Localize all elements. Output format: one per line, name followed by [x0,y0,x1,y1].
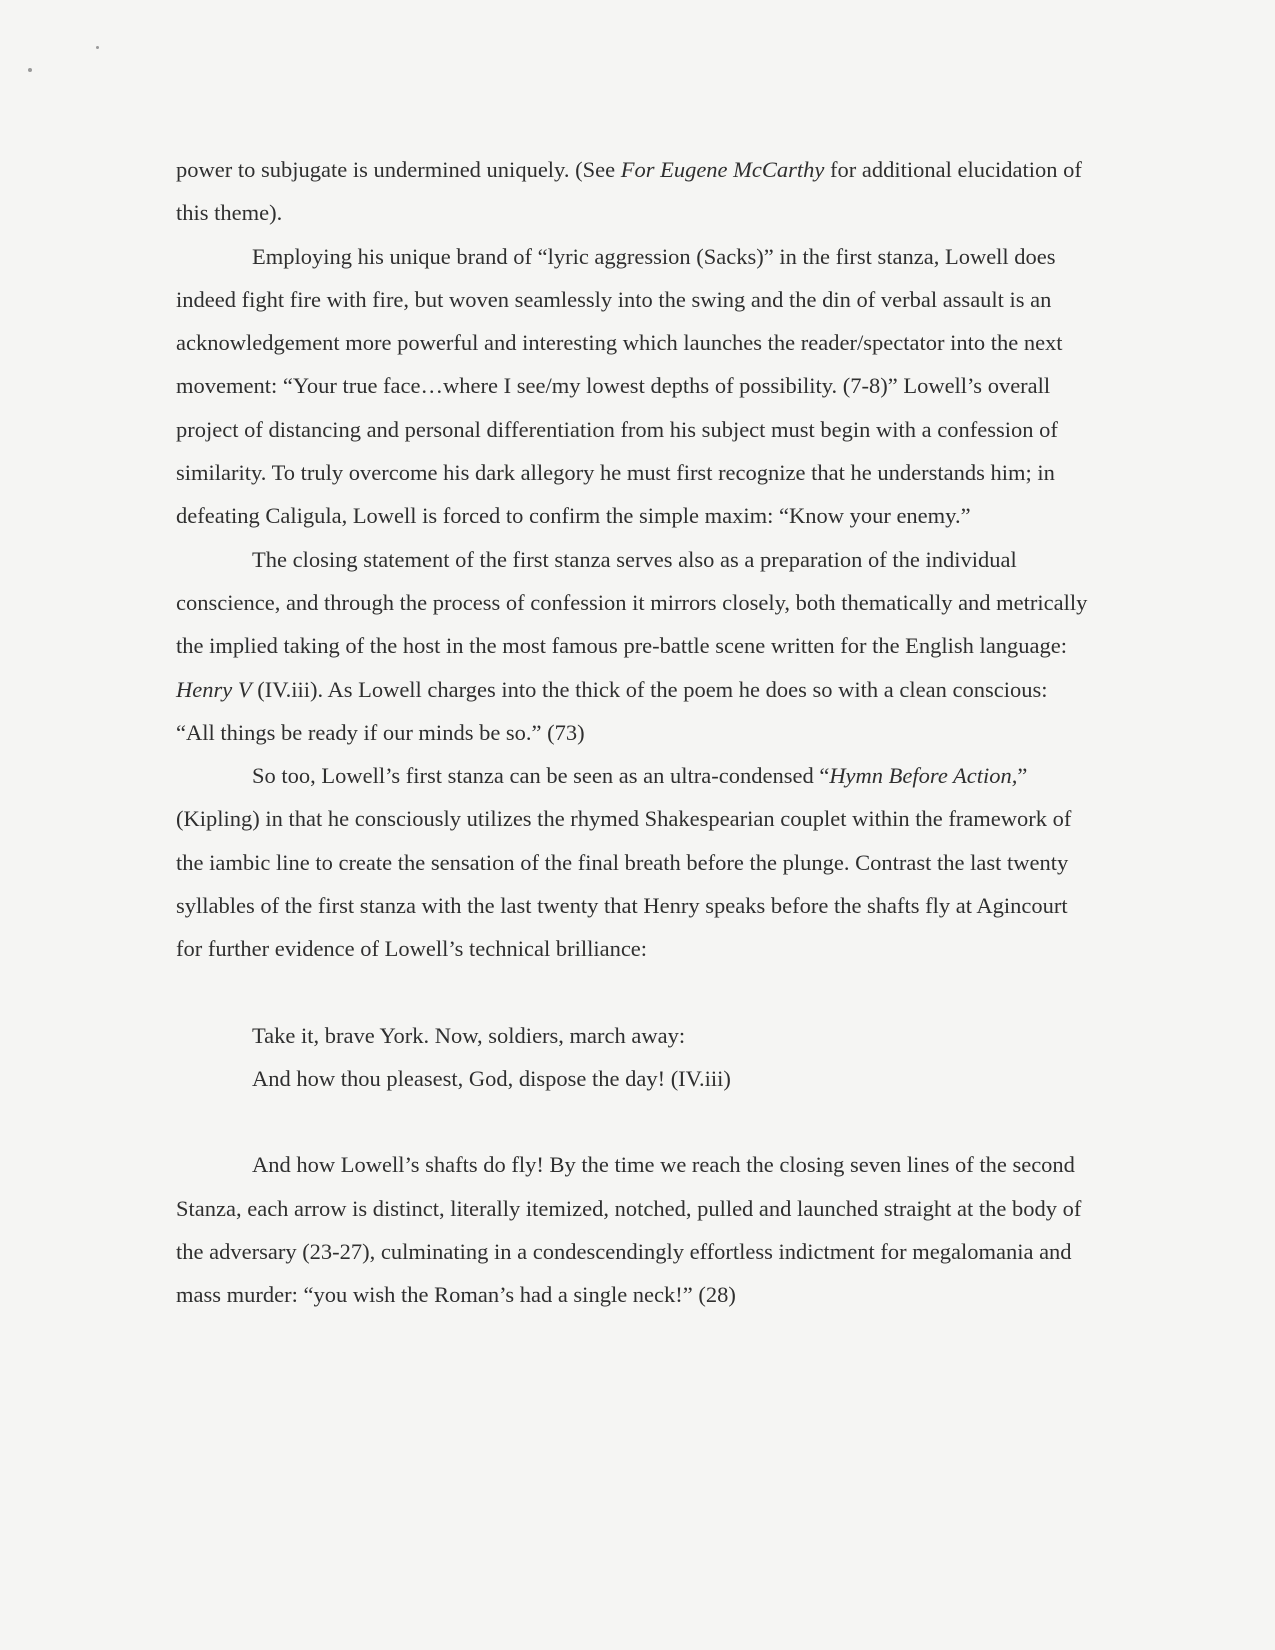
text-run: power to subjugate is undermined uniquely. (See [176,157,621,182]
paragraph [176,538,1091,754]
italic-title: For Eugene McCarthy [620,157,825,182]
scan-speck [96,46,99,49]
text-run: ” (Kipling) in that he consciously utilizes the rhymed Shakespearian couplet within the framework of the iambic line to create the sensation of the final breath before the plunge. Contrast the last twenty syllables of the first stanza with the last twenty that Henry speaks before the shafts fly at Agincourt for further evidence of Lowell’s technical brilliance: [176,763,1072,962]
italic-title: Henry V [176,676,252,702]
text-run: And how Lowell’s shafts do fly! By the time we reach the closing seven lines of the second Stanza, each arrow is distinct, literally itemized, notched, pulled and launched straight at the body of the adversary (23-27), culminating in a condescendingly effortless indictment for megalomania and mass murder: “you wish the Roman’s had a single neck!” (28) [176,1152,1082,1308]
text-run: The closing statement of the first stanza serves also as a preparation of the individual conscience, and through the process of confession it mirrors closely, both thematically and metrically the implied taking of the host in the most famous pre-battle scene written for the English language: [176,546,1088,659]
text-run: for additional elucidation of this theme). [176,157,1082,226]
paragraph [176,235,1091,538]
text-run: Employing his unique brand of “lyric aggression (Sacks)” in the first stanza, Lowell does indeed fight fire with fire, but woven seamlessly into the swing and the din of verbal assault is an acknowledgement more powerful and interesting which launches the reader/spectator into the next movement: “Your true face…where I see/my lowest depths of possibility. (7-8)” Lowell’s overall project of distancing and personal differentiation from his subject must begin with a confession of similarity. To truly overcome his dark allegory he must first recognize that he understands him; in defeating Caligula, Lowell is forced to confirm the simple maxim: “Know your enemy.” [176,243,1063,529]
document-body [176,148,1091,1316]
scan-speck [28,68,32,72]
block-quote [176,1014,1091,1101]
paragraph [176,754,1091,970]
spacer [176,1100,1091,1143]
text-run: So too, Lowell’s first stanza can be seen as an ultra-condensed “ [252,763,830,789]
text-run: (IV.iii). As Lowell charges into the thick of the poem he does so with a clean conscious: “All things be ready if our minds be so.” (73) [176,676,1048,745]
italic-title: Hymn Before Action, [829,763,1018,789]
quote-line: Take it, brave York. Now, soldiers, march away: [252,1022,686,1048]
paragraph [176,1143,1091,1316]
spacer [176,971,1091,1014]
paragraph [176,148,1091,235]
quote-line: And how thou pleasest, God, dispose the day! (IV.iii) [252,1065,731,1091]
